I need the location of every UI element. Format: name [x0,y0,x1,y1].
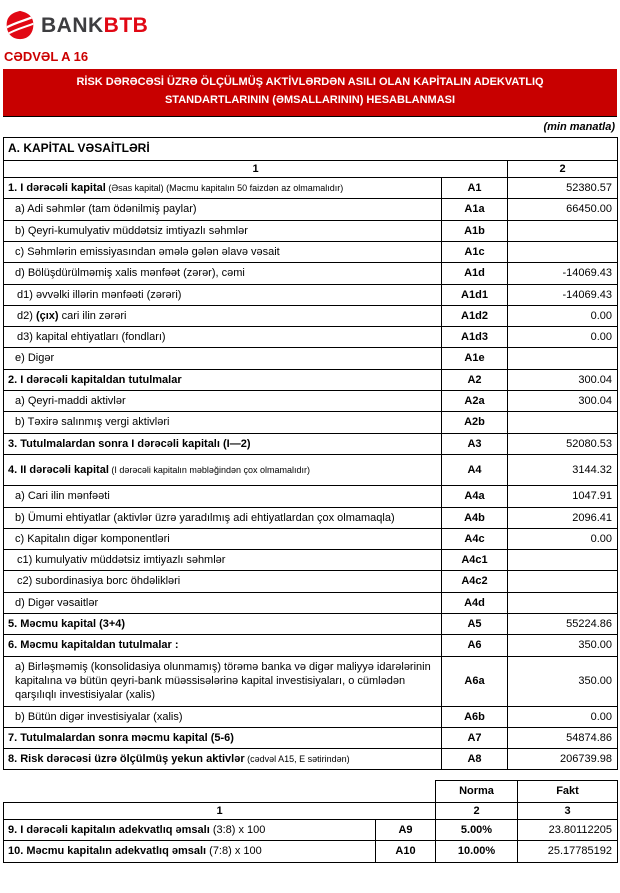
row-label [4,433,442,454]
row-norma: 10.00% [436,841,518,862]
row-code: A1b [442,220,508,241]
label-strong: (çıx) [35,309,59,322]
row-label [4,220,442,241]
capital-row-A3 [4,433,618,454]
label-strong: 5. Məcmu kapital (3+4) [8,618,126,631]
ratio-row-A9 [4,819,618,840]
row-label [4,348,442,369]
label-pre: e) Digər [15,352,55,365]
norma-header: Norma [436,781,518,802]
capital-row-A2b [4,412,618,433]
row-value: 3144.32 [508,454,618,485]
label-pre: d2) [17,309,36,322]
row-value: 54874.86 [508,727,618,748]
label-pre: a) Birləşməmiş (konsolidasiya olunmamış) törəmə banka və digər maliyyə idarələrinin kapitalına və bütün qeyri-bank müəssisələrinə kapital investisiyaları, o cümlədən qarşılıqlı investisiyalar (xalis) [15,660,431,702]
row-code: A3 [442,433,508,454]
row-code: A1e [442,348,508,369]
row-label [4,327,442,348]
label-pre: a) Adi səhmlər (tam ödənilmiş paylar) [15,203,197,216]
capital-col-numbers [4,160,618,177]
label-note: (cədvəl A15, E sətirindən) [244,754,350,765]
label-post: (3:8) x 100 [209,823,266,836]
row-value: 0.00 [508,528,618,549]
label-pre: b) Təxirə salınmış vergi aktivləri [15,416,170,429]
row-label [4,635,442,656]
row-label [4,284,442,305]
label-note: (Əsas kapital) (Məcmu kapitalın 50 faizdən az olmamalıdır) [105,183,344,194]
row-value: 0.00 [508,706,618,727]
capital-row-A1b [4,220,618,241]
row-label [4,614,442,635]
capital-row-A6a [4,656,618,706]
row-label [4,241,442,262]
label-pre: b) Ümumi ehtiyatlar (aktivlər üzrə yaradılmış adi ehtiyatlardan çox olmamaqla) [15,511,395,524]
row-value [508,550,618,571]
title-line2: STANDARTLARININ (ƏMSALLARININ) HESABLANMASI [164,93,456,106]
ratio-table-body [4,819,618,862]
label-pre: d1) əvvəlki illərin mənfəəti (zərəri) [17,288,182,301]
row-code: A9 [376,819,436,840]
row-label [4,199,442,220]
capital-row-A8 [4,749,618,770]
capital-row-A4 [4,454,618,485]
logo-btb-text: BTB [103,13,149,37]
col-header-2: 2 [508,160,618,177]
row-label [4,507,442,528]
row-code: A6 [442,635,508,656]
row-value: 0.00 [508,305,618,326]
row-value: 300.04 [508,369,618,390]
label-pre: c) Səhmlərin emissiyasından əmələ gələn əlavə vəsait [15,245,280,258]
capital-row-A4c1 [4,550,618,571]
row-value: 350.00 [508,656,618,706]
row-value: 300.04 [508,391,618,412]
logo-text [41,15,148,36]
row-value: 350.00 [508,635,618,656]
capital-table-head [4,138,618,178]
row-label [4,571,442,592]
row-value: -14069.43 [508,284,618,305]
label-strong: 10. Məcmu kapitalın adekvatlıq əmsalı [8,845,207,858]
row-fakt: 23.80112205 [518,819,618,840]
title-line1: RİSK DƏRƏCƏSİ ÜZRƏ ÖLÇÜLMÜŞ AKTİVLƏRDƏN ASILI OLAN KAPİTALIN ADEKVATLIQ [76,76,544,88]
row-fakt: 25.17785192 [518,841,618,862]
row-label [4,486,442,507]
row-code: A1d [442,263,508,284]
label-strong: 3. Tutulmalardan sonra I dərəcəli kapitalı (I—2) [8,437,251,450]
row-code: A2b [442,412,508,433]
bankbtb-logo-icon [5,10,35,40]
row-code: A4c2 [442,571,508,592]
row-value [508,220,618,241]
row-value: 1047.91 [508,486,618,507]
capital-row-A4c2 [4,571,618,592]
row-value: 206739.98 [508,749,618,770]
bank-logo [3,8,617,42]
capital-row-A1d3 [4,327,618,348]
row-label [4,550,442,571]
label-pre: b) Qeyri-kumulyativ müddətsiz imtiyazlı səhmlər [15,224,248,237]
capital-row-A1d2 [4,305,618,326]
label-pre: b) Bütün digər investisiyalar (xalis) [15,710,183,723]
label-pre: a) Qeyri-maddi aktivlər [15,395,126,408]
table-label: CƏDVƏL A 16 [4,49,89,64]
logo-bank-text: BANK [41,13,104,37]
ratio-col-1: 1 [4,802,436,819]
row-code: A4c [442,528,508,549]
capital-table-body [4,178,618,770]
row-code: A2a [442,391,508,412]
row-value: 55224.86 [508,614,618,635]
row-code: A6a [442,656,508,706]
label-pre: c) Kapitalın digər komponentləri [15,532,170,545]
capital-row-A1d1 [4,284,618,305]
row-label [4,369,442,390]
label-strong: 7. Tutulmalardan sonra məcmu kapital (5-6) [8,731,234,744]
row-code: A10 [376,841,436,862]
row-label [4,819,376,840]
row-code: A2 [442,369,508,390]
capital-row-A1a [4,199,618,220]
row-value [508,592,618,613]
row-value: 66450.00 [508,199,618,220]
row-norma: 5.00% [436,819,518,840]
ratio-table [3,780,618,862]
row-code: A1a [442,199,508,220]
fakt-header: Fakt [518,781,618,802]
capital-row-A4c [4,528,618,549]
capital-row-A2a [4,391,618,412]
label-strong: 1. I dərəcəli kapital [8,182,106,195]
capital-row-A1d [4,263,618,284]
ratio-row-A10 [4,841,618,862]
row-value [508,241,618,262]
row-code: A4c1 [442,550,508,571]
label-pre: c2) subordinasiya borc öhdəlikləri [17,575,181,588]
section-a-title: A. KAPİTAL VƏSAİTLƏRİ [4,138,618,161]
ratio-empty-cell [4,781,436,802]
row-label [4,706,442,727]
label-pre: d3) kapital ehtiyatları (fondları) [17,331,166,344]
row-value: 2096.41 [508,507,618,528]
row-code: A1c [442,241,508,262]
row-value [508,412,618,433]
row-value: 52380.57 [508,178,618,199]
label-strong: 2. I dərəcəli kapitaldan tutulmalar [8,373,182,386]
row-code: A4d [442,592,508,613]
row-code: A4a [442,486,508,507]
unit-note: (min manatla) [543,121,615,134]
title-banner [3,69,617,117]
row-label [4,391,442,412]
row-value [508,571,618,592]
row-code: A4 [442,454,508,485]
capital-row-A1c [4,241,618,262]
row-label [4,528,442,549]
row-code: A1d1 [442,284,508,305]
row-label [4,263,442,284]
row-code: A1 [442,178,508,199]
row-label [4,178,442,199]
row-value: 0.00 [508,327,618,348]
ratio-col-numbers [4,802,618,819]
row-label [4,412,442,433]
label-post: cari ilin zərəri [58,309,127,322]
row-label [4,841,376,862]
row-code: A1d2 [442,305,508,326]
ratio-col-2: 2 [436,802,518,819]
capital-row-A1e [4,348,618,369]
label-strong: 9. I dərəcəli kapitalın adekvatlıq əmsalı [8,823,210,836]
ratio-col-3: 3 [518,802,618,819]
label-post: (7:8) x 100 [206,845,262,858]
label-strong: 4. II dərəcəli kapital [8,463,109,476]
row-value: -14069.43 [508,263,618,284]
capital-row-A4d [4,592,618,613]
capital-row-A7 [4,727,618,748]
label-pre: a) Cari ilin mənfəəti [15,490,110,503]
label-strong: 6. Məcmu kapitaldan tutulmalar : [8,639,179,652]
row-label [4,305,442,326]
capital-row-A4a [4,486,618,507]
row-code: A7 [442,727,508,748]
capital-row-A1 [4,178,618,199]
capital-row-A6b [4,706,618,727]
row-label [4,749,442,770]
row-label [4,592,442,613]
capital-row-A4b [4,507,618,528]
label-strong: 8. Risk dərəcəsi üzrə ölçülmüş yekun aktivlər [8,753,245,766]
capital-row-A2 [4,369,618,390]
col-header-1: 1 [4,160,508,177]
row-label [4,727,442,748]
capital-table [3,137,618,770]
label-pre: d) Bölüşdürülməmiş xalis mənfəət (zərər), cəmi [15,267,245,280]
section-a-row [4,138,618,161]
row-code: A5 [442,614,508,635]
capital-row-A5 [4,614,618,635]
row-label [4,454,442,485]
row-code: A4b [442,507,508,528]
row-code: A6b [442,706,508,727]
capital-row-A6 [4,635,618,656]
row-code: A1d3 [442,327,508,348]
label-pre: c1) kumulyativ müddətsiz imtiyazlı səhmlər [17,554,226,567]
row-value [508,348,618,369]
row-label [4,656,442,706]
row-code: A8 [442,749,508,770]
row-value: 52080.53 [508,433,618,454]
label-note: (I dərəcəli kapitalın məbləğindən çox olmamalıdır) [108,464,310,475]
ratio-table-head [4,781,618,820]
label-pre: d) Digər vəsaitlər [15,596,99,609]
ratio-header-row [4,781,618,802]
